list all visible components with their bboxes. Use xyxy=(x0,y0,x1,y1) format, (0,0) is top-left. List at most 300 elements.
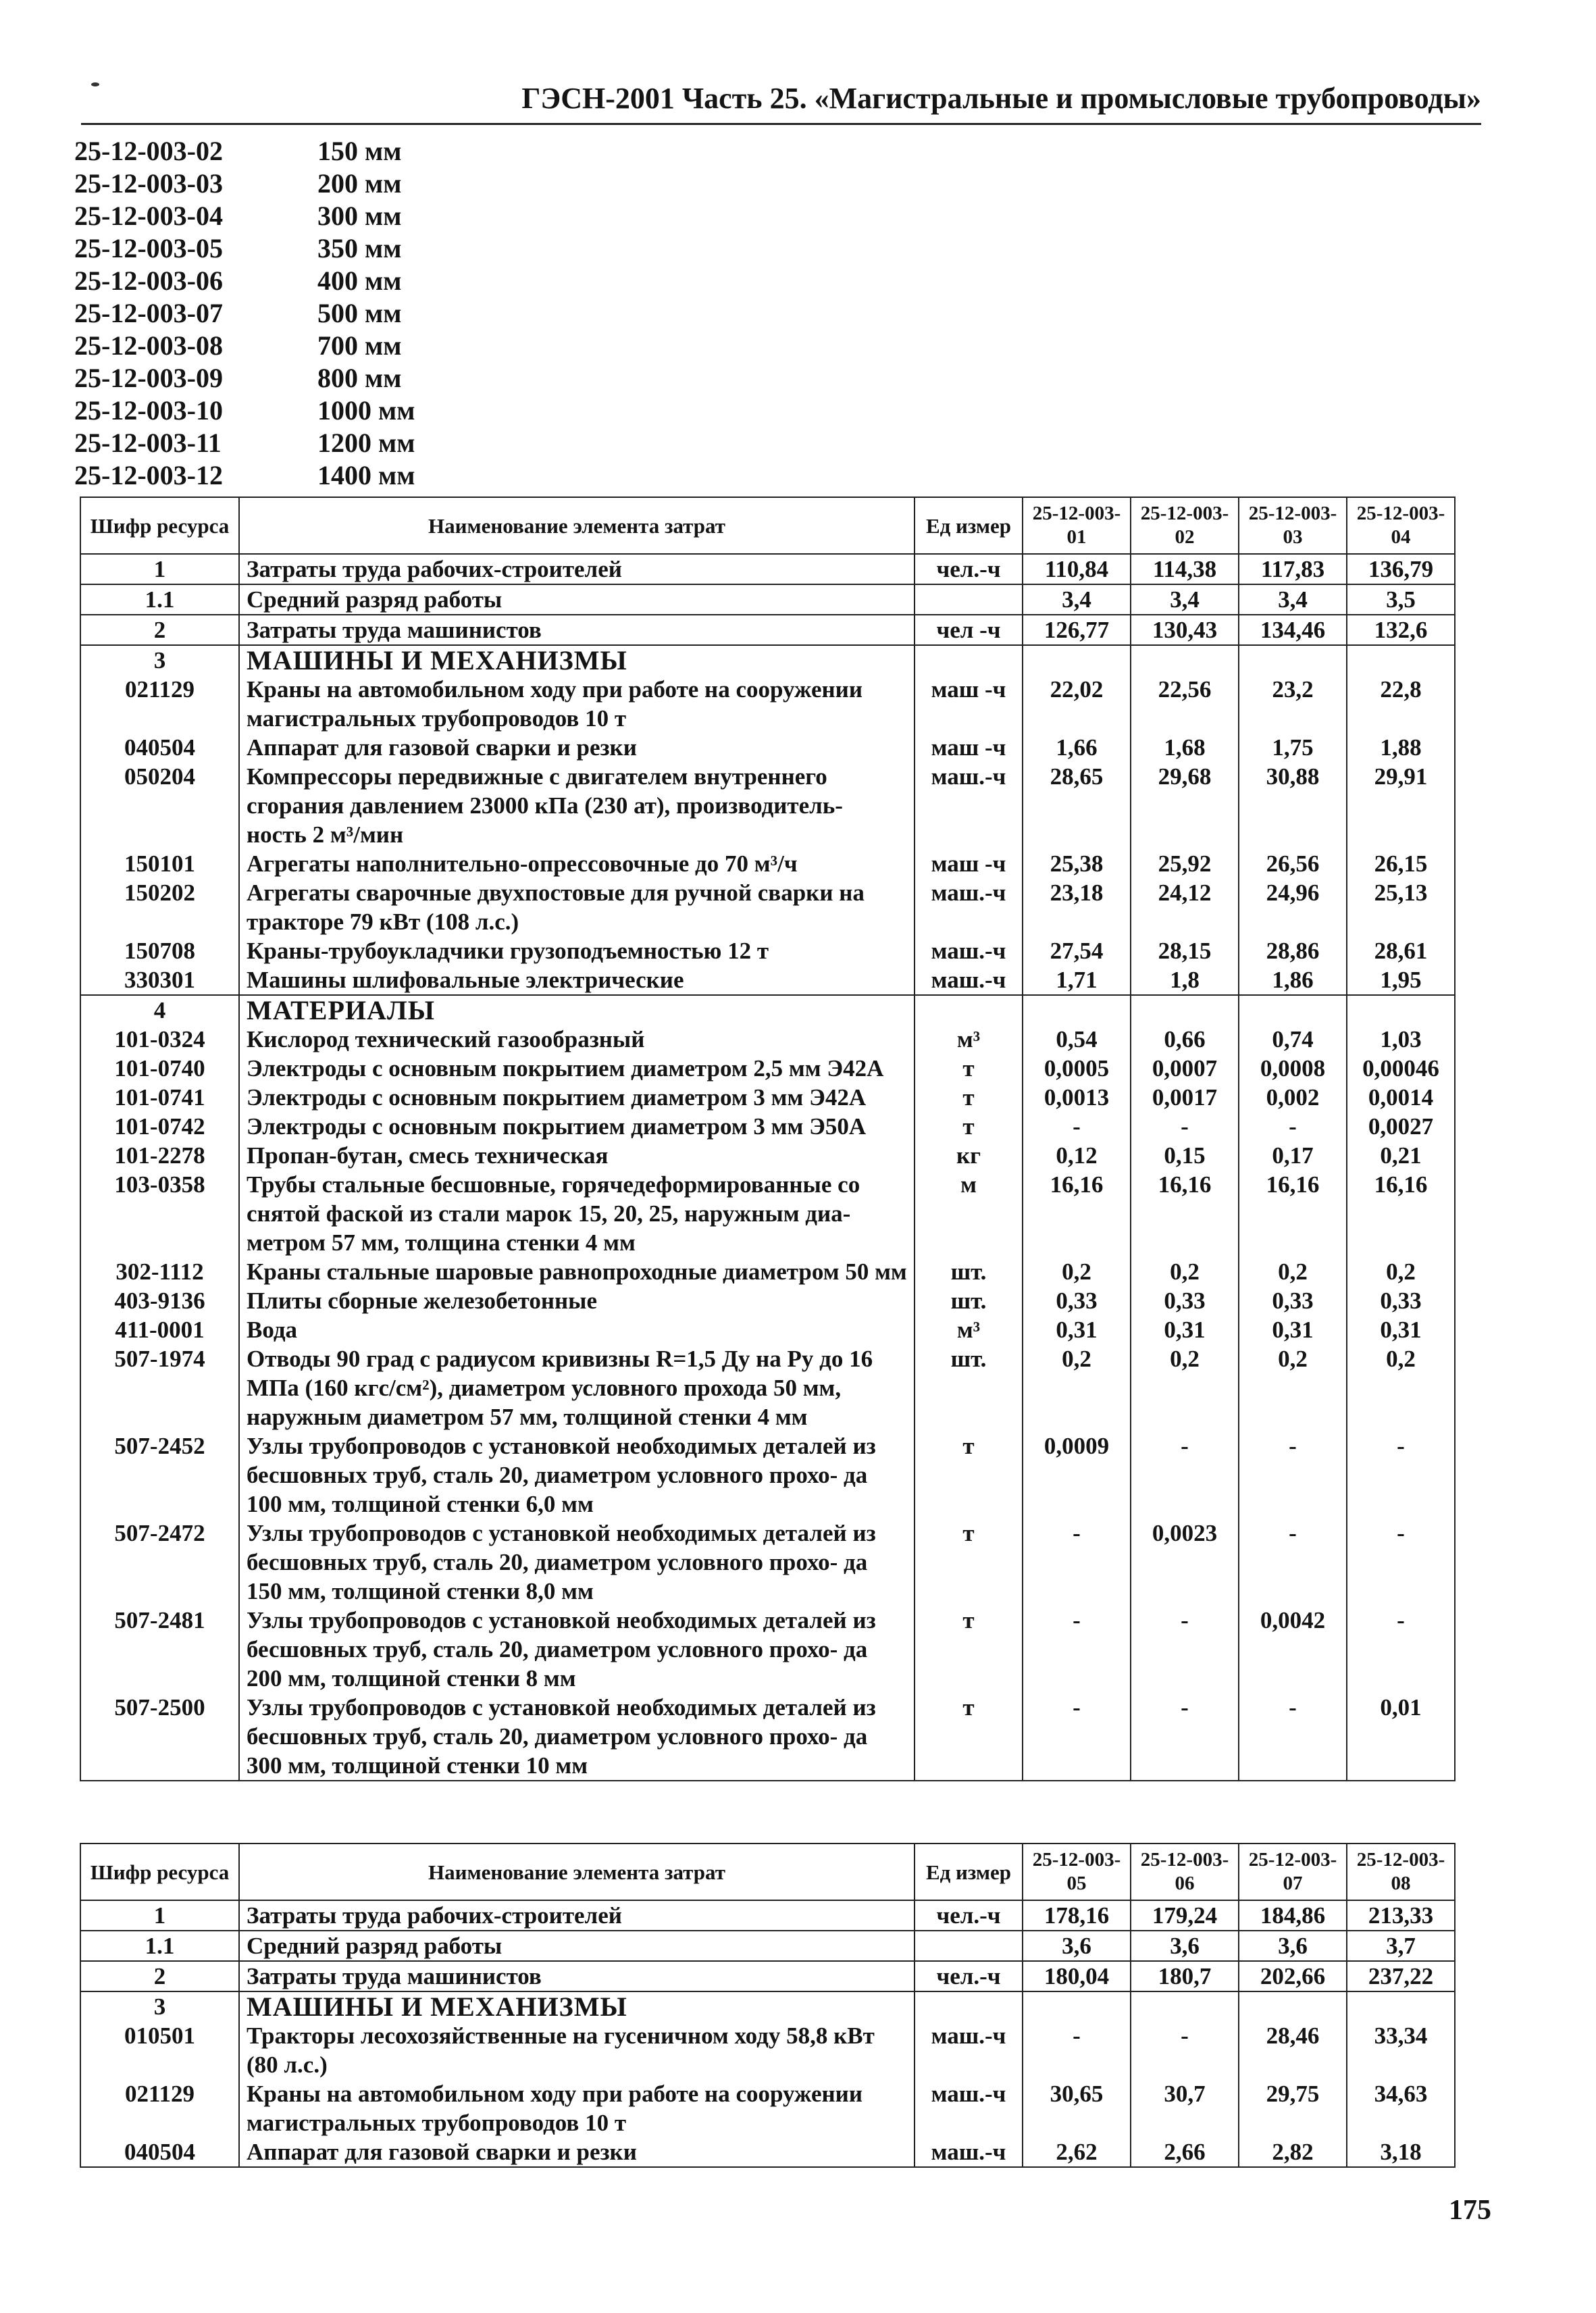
cell-value: 28,61 xyxy=(1347,936,1455,965)
cell-value: 134,46 xyxy=(1239,615,1347,645)
code-id: 25-12-003-12 xyxy=(74,460,223,490)
cell-value: 0,31 xyxy=(1131,1315,1239,1344)
cell-name: Плиты сборные железобетонные xyxy=(239,1286,915,1315)
cell-name: Трубы стальные бесшовные, горячедеформированные со снятой фаской из стали марок 15, 20, 25, наружным диа- метром 57 мм, толщина стенки 4 мм xyxy=(239,1170,915,1257)
cell-name: Вода xyxy=(239,1315,915,1344)
cell-name: Затраты труда рабочих-строителей xyxy=(239,554,915,584)
cell-value: 132,6 xyxy=(1347,615,1455,645)
cell-value: 23,18 xyxy=(1023,878,1131,936)
cell-value xyxy=(1023,995,1131,1025)
code-size: 200 мм xyxy=(317,168,402,199)
cell-value: 0,0008 xyxy=(1239,1054,1347,1083)
section-title: МАТЕРИАЛЫ xyxy=(239,995,915,1025)
cell-value: 22,02 xyxy=(1023,675,1131,733)
cell-value: 3,4 xyxy=(1239,584,1347,615)
col-header-unit: Ед измер xyxy=(915,497,1023,554)
cell-name: Агрегаты наполнительно-опрессовочные до 70 м³/ч xyxy=(239,849,915,878)
cell-value: 3,4 xyxy=(1023,584,1131,615)
cell-value: 0,21 xyxy=(1347,1141,1455,1170)
cell-value: - xyxy=(1023,1519,1131,1606)
code-list-item xyxy=(74,232,415,265)
cell-value: - xyxy=(1131,1431,1239,1519)
cell-value: 3,4 xyxy=(1131,584,1239,615)
cell-value: 30,65 xyxy=(1023,2079,1131,2137)
cell-name: Отводы 90 град с радиусом кривизны R=1,5 Ду на Ру до 16 МПа (160 кгс/см²), диаметром условного прохода 50 мм, наружным диаметром 57 мм, толщиной стенки 4 мм xyxy=(239,1344,915,1431)
cell-value: 28,86 xyxy=(1239,936,1347,965)
cell-name: Краны стальные шаровые равнопроходные диаметром 50 мм xyxy=(239,1257,915,1286)
cell-value: - xyxy=(1023,1112,1131,1141)
code-id: 25-12-003-10 xyxy=(74,395,223,426)
resource-table-1 xyxy=(80,497,1456,1781)
cell-name: Средний разряд работы xyxy=(239,1931,915,1961)
cell-value: 16,16 xyxy=(1023,1170,1131,1257)
cell-value: - xyxy=(1239,1112,1347,1141)
cell-value xyxy=(1131,645,1239,675)
cell-unit: чел.-ч xyxy=(915,554,1023,584)
cell-code: 3 xyxy=(80,1991,239,2021)
cell-value: 237,22 xyxy=(1347,1961,1455,1991)
cell-value xyxy=(1347,1991,1455,2021)
table-row xyxy=(80,762,1455,849)
cell-name: Затраты труда рабочих-строителей xyxy=(239,1900,915,1931)
code-id: 25-12-003-04 xyxy=(74,201,223,231)
cell-unit: чел.-ч xyxy=(915,1961,1023,1991)
cell-unit: м xyxy=(915,1170,1023,1257)
col-header-value: 25-12-003-01 xyxy=(1023,497,1131,554)
cell-unit: маш.-ч xyxy=(915,936,1023,965)
cell-value: 3,6 xyxy=(1131,1931,1239,1961)
cell-code: 050204 xyxy=(80,762,239,849)
cell-unit xyxy=(915,1931,1023,1961)
cell-code: 101-0324 xyxy=(80,1025,239,1054)
cell-code: 4 xyxy=(80,995,239,1025)
cell-value: - xyxy=(1239,1693,1347,1781)
table-row xyxy=(80,1112,1455,1141)
cell-code: 507-2452 xyxy=(80,1431,239,1519)
cell-code: 040504 xyxy=(80,2137,239,2167)
page-number: 175 xyxy=(1449,2195,1491,2226)
code-list-item xyxy=(74,427,415,459)
col-header-unit: Ед измер xyxy=(915,1844,1023,1900)
page-title: ГЭСН-2001 Часть 25. «Магистральные и промысловые трубопроводы» xyxy=(521,82,1481,115)
code-size: 150 мм xyxy=(317,136,402,166)
cell-name: Агрегаты сварочные двухпостовые для ручной сварки на тракторе 79 кВт (108 л.с.) xyxy=(239,878,915,936)
code-size: 500 мм xyxy=(317,298,402,328)
cell-name: Средний разряд работы xyxy=(239,584,915,615)
cell-name: Узлы трубопроводов с установкой необходимых деталей из бесшовных труб, сталь 20, диаметром условного прохо- да 150 мм, толщиной стенки 8,0 мм xyxy=(239,1519,915,1606)
table-row xyxy=(80,1961,1455,1991)
table-row xyxy=(80,1344,1455,1431)
section-row xyxy=(80,645,1455,675)
cell-name: Краны на автомобильном ходу при работе на сооружении магистральных трубопроводов 10 т xyxy=(239,675,915,733)
cell-value: 0,31 xyxy=(1347,1315,1455,1344)
cell-value: 0,0023 xyxy=(1131,1519,1239,1606)
cell-value: 1,68 xyxy=(1131,733,1239,762)
cell-code: 1.1 xyxy=(80,584,239,615)
code-id: 25-12-003-09 xyxy=(74,363,223,393)
cell-code: 010501 xyxy=(80,2021,239,2079)
cell-value: 0,33 xyxy=(1239,1286,1347,1315)
cell-code: 1 xyxy=(80,554,239,584)
col-header-value: 25-12-003-03 xyxy=(1239,497,1347,554)
table-row xyxy=(80,936,1455,965)
cell-value: 22,56 xyxy=(1131,675,1239,733)
cell-value: 0,33 xyxy=(1023,1286,1131,1315)
cell-unit: т xyxy=(915,1112,1023,1141)
cell-unit: чел.-ч xyxy=(915,1900,1023,1931)
table-row xyxy=(80,2079,1455,2137)
cell-value: 28,65 xyxy=(1023,762,1131,849)
code-list-item xyxy=(74,297,415,330)
code-list-item xyxy=(74,395,415,427)
code-size: 1000 мм xyxy=(317,395,415,426)
col-header-value: 25-12-003-06 xyxy=(1131,1844,1239,1900)
cell-value: - xyxy=(1131,1606,1239,1693)
cell-value: 117,83 xyxy=(1239,554,1347,584)
cell-unit: маш.-ч xyxy=(915,2079,1023,2137)
section-row xyxy=(80,1991,1455,2021)
table-row xyxy=(80,733,1455,762)
table-row xyxy=(80,965,1455,995)
table-row xyxy=(80,1286,1455,1315)
cell-unit: т xyxy=(915,1606,1023,1693)
code-id: 25-12-003-03 xyxy=(74,168,223,199)
code-id: 25-12-003-11 xyxy=(74,428,222,458)
cell-value: 16,16 xyxy=(1131,1170,1239,1257)
table-row xyxy=(80,1931,1455,1961)
cell-unit: маш.-ч xyxy=(915,2137,1023,2167)
cell-value: 0,01 xyxy=(1347,1693,1455,1781)
table-row xyxy=(80,1431,1455,1519)
cell-value: 0,31 xyxy=(1023,1315,1131,1344)
cell-value: 1,86 xyxy=(1239,965,1347,995)
page-header xyxy=(0,0,1596,135)
cell-code: 302-1112 xyxy=(80,1257,239,1286)
cell-name: Электроды с основным покрытием диаметром 2,5 мм Э42А xyxy=(239,1054,915,1083)
cell-value: 34,63 xyxy=(1347,2079,1455,2137)
cell-value: 0,0013 xyxy=(1023,1083,1131,1112)
cell-value: 0,2 xyxy=(1347,1344,1455,1431)
cell-value: 0,2 xyxy=(1023,1344,1131,1431)
col-header-value: 25-12-003-04 xyxy=(1347,497,1455,554)
code-id: 25-12-003-05 xyxy=(74,233,223,263)
cell-value: - xyxy=(1347,1431,1455,1519)
cell-value: 29,91 xyxy=(1347,762,1455,849)
cell-value: 3,7 xyxy=(1347,1931,1455,1961)
cell-unit: чел -ч xyxy=(915,615,1023,645)
cell-code: 021129 xyxy=(80,675,239,733)
code-list-item xyxy=(74,168,415,200)
cell-unit: т xyxy=(915,1693,1023,1781)
col-header-code: Шифр ресурса xyxy=(80,497,239,554)
cell-value: 1,03 xyxy=(1347,1025,1455,1054)
cell-value: 22,8 xyxy=(1347,675,1455,733)
cell-value xyxy=(1239,995,1347,1025)
cell-value: 0,15 xyxy=(1131,1141,1239,1170)
cell-value: 180,7 xyxy=(1131,1961,1239,1991)
cell-value: 0,74 xyxy=(1239,1025,1347,1054)
cell-unit: маш -ч xyxy=(915,675,1023,733)
cell-name: Электроды с основным покрытием диаметром 3 мм Э42А xyxy=(239,1083,915,1112)
table-row xyxy=(80,1083,1455,1112)
cell-name: Кислород технический газообразный xyxy=(239,1025,915,1054)
section-row xyxy=(80,995,1455,1025)
cell-unit: маш -ч xyxy=(915,849,1023,878)
cell-unit: маш.-ч xyxy=(915,878,1023,936)
table-row xyxy=(80,1170,1455,1257)
cell-value: 179,24 xyxy=(1131,1900,1239,1931)
cell-code: 403-9136 xyxy=(80,1286,239,1315)
code-size: 800 мм xyxy=(317,363,402,393)
cell-unit xyxy=(915,1991,1023,2021)
cell-name: Электроды с основным покрытием диаметром 3 мм Э50А xyxy=(239,1112,915,1141)
code-id: 25-12-003-06 xyxy=(74,265,223,296)
cell-name: Затраты труда машинистов xyxy=(239,1961,915,1991)
cell-value: 184,86 xyxy=(1239,1900,1347,1931)
cell-value: 0,002 xyxy=(1239,1083,1347,1112)
cell-value: 1,66 xyxy=(1023,733,1131,762)
cell-value: 0,0005 xyxy=(1023,1054,1131,1083)
cell-value: 0,33 xyxy=(1131,1286,1239,1315)
cell-value: 130,43 xyxy=(1131,615,1239,645)
cell-value: 0,2 xyxy=(1347,1257,1455,1286)
code-size: 400 мм xyxy=(317,265,402,296)
section-title: МАШИНЫ И МЕХАНИЗМЫ xyxy=(239,645,915,675)
table-row xyxy=(80,615,1455,645)
cell-value: 28,15 xyxy=(1131,936,1239,965)
cell-value: 0,2 xyxy=(1131,1344,1239,1431)
cell-code: 101-0740 xyxy=(80,1054,239,1083)
cell-value: 0,2 xyxy=(1131,1257,1239,1286)
table-row xyxy=(80,584,1455,615)
cell-code: 101-0741 xyxy=(80,1083,239,1112)
cell-value: 0,2 xyxy=(1023,1257,1131,1286)
cell-code: 411-0001 xyxy=(80,1315,239,1344)
code-list-item xyxy=(74,459,415,492)
cell-name: Компрессоры передвижные с двигателем внутреннего сгорания давлением 23000 кПа (230 ат), производитель- ность 2 м³/мин xyxy=(239,762,915,849)
cell-value: 33,34 xyxy=(1347,2021,1455,2079)
cell-value: 29,75 xyxy=(1239,2079,1347,2137)
cell-code: 040504 xyxy=(80,733,239,762)
cell-value: 2,66 xyxy=(1131,2137,1239,2167)
cell-value: - xyxy=(1023,1693,1131,1781)
cell-value: 1,71 xyxy=(1023,965,1131,995)
cell-value xyxy=(1131,995,1239,1025)
table-row xyxy=(80,1900,1455,1931)
table-row xyxy=(80,1025,1455,1054)
cell-name: Узлы трубопроводов с установкой необходимых деталей из бесшовных труб, сталь 20, диаметром условного прохо- да 100 мм, толщиной стенки 6,0 мм xyxy=(239,1431,915,1519)
cell-code: 150101 xyxy=(80,849,239,878)
cell-value: 3,6 xyxy=(1239,1931,1347,1961)
cell-value xyxy=(1347,645,1455,675)
cell-unit: маш.-ч xyxy=(915,762,1023,849)
table-header-row xyxy=(80,1844,1455,1900)
cell-value: 24,12 xyxy=(1131,878,1239,936)
cell-value: 16,16 xyxy=(1239,1170,1347,1257)
cell-name: Узлы трубопроводов с установкой необходимых деталей из бесшовных труб, сталь 20, диаметром условного прохо- да 200 мм, толщиной стенки 8 мм xyxy=(239,1606,915,1693)
cell-value: 1,75 xyxy=(1239,733,1347,762)
cell-value: 23,2 xyxy=(1239,675,1347,733)
cell-code: 103-0358 xyxy=(80,1170,239,1257)
cell-value: 27,54 xyxy=(1023,936,1131,965)
code-list-item xyxy=(74,135,415,168)
col-header-name: Наименование элемента затрат xyxy=(239,1844,915,1900)
table-row xyxy=(80,878,1455,936)
cell-value xyxy=(1131,1991,1239,2021)
table-row xyxy=(80,554,1455,584)
col-header-value: 25-12-003-02 xyxy=(1131,497,1239,554)
col-header-name: Наименование элемента затрат xyxy=(239,497,915,554)
cell-unit: т xyxy=(915,1054,1023,1083)
resource-table-2 xyxy=(80,1843,1456,2168)
cell-unit: м³ xyxy=(915,1025,1023,1054)
cell-unit xyxy=(915,995,1023,1025)
cell-unit: т xyxy=(915,1083,1023,1112)
cell-unit: м³ xyxy=(915,1315,1023,1344)
cell-unit: т xyxy=(915,1519,1023,1606)
table-row xyxy=(80,2137,1455,2167)
cell-value: 0,0009 xyxy=(1023,1431,1131,1519)
cell-unit xyxy=(915,584,1023,615)
cell-value: 0,12 xyxy=(1023,1141,1131,1170)
table-row xyxy=(80,1257,1455,1286)
col-header-code: Шифр ресурса xyxy=(80,1844,239,1900)
cell-value: - xyxy=(1347,1606,1455,1693)
cell-value: 0,2 xyxy=(1239,1344,1347,1431)
cell-value: 30,7 xyxy=(1131,2079,1239,2137)
cell-value: 2,62 xyxy=(1023,2137,1131,2167)
cell-unit xyxy=(915,645,1023,675)
cell-value: 3,18 xyxy=(1347,2137,1455,2167)
cell-code: 150708 xyxy=(80,936,239,965)
cell-value xyxy=(1023,1991,1131,2021)
cell-code: 330301 xyxy=(80,965,239,995)
cell-name: Краны-трубоукладчики грузоподъемностью 12 т xyxy=(239,936,915,965)
cell-unit: т xyxy=(915,1431,1023,1519)
cell-value xyxy=(1239,1991,1347,2021)
code-list-item xyxy=(74,200,415,232)
cell-value xyxy=(1239,645,1347,675)
cell-unit: кг xyxy=(915,1141,1023,1170)
cell-unit: маш.-ч xyxy=(915,965,1023,995)
cell-value: - xyxy=(1239,1431,1347,1519)
cell-value: - xyxy=(1131,1693,1239,1781)
cell-unit: шт. xyxy=(915,1257,1023,1286)
col-header-value: 25-12-003-08 xyxy=(1347,1844,1455,1900)
cell-value: 0,54 xyxy=(1023,1025,1131,1054)
cell-value: 16,16 xyxy=(1347,1170,1455,1257)
code-list-item xyxy=(74,362,415,395)
cell-value: 0,31 xyxy=(1239,1315,1347,1344)
cell-value: 0,0014 xyxy=(1347,1083,1455,1112)
cell-code: 021129 xyxy=(80,2079,239,2137)
cell-value xyxy=(1347,995,1455,1025)
table-row xyxy=(80,1693,1455,1781)
cell-value: 1,88 xyxy=(1347,733,1455,762)
cell-value: 0,2 xyxy=(1239,1257,1347,1286)
cell-code: 507-2500 xyxy=(80,1693,239,1781)
cell-value: - xyxy=(1239,1519,1347,1606)
cell-code: 3 xyxy=(80,645,239,675)
cell-name: Узлы трубопроводов с установкой необходимых деталей из бесшовных труб, сталь 20, диаметром условного прохо- да 300 мм, толщиной стенки 10 мм xyxy=(239,1693,915,1781)
cell-value: 0,00046 xyxy=(1347,1054,1455,1083)
cell-value: 24,96 xyxy=(1239,878,1347,936)
table-row xyxy=(80,1519,1455,1606)
table-row xyxy=(80,2021,1455,2079)
cell-value: - xyxy=(1131,1112,1239,1141)
cell-value: 0,33 xyxy=(1347,1286,1455,1315)
cell-name: Пропан-бутан, смесь техническая xyxy=(239,1141,915,1170)
cell-value: 25,13 xyxy=(1347,878,1455,936)
cell-value: 0,0042 xyxy=(1239,1606,1347,1693)
cell-value: 1,8 xyxy=(1131,965,1239,995)
cell-code: 101-0742 xyxy=(80,1112,239,1141)
cell-code: 2 xyxy=(80,1961,239,1991)
cell-name: Аппарат для газовой сварки и резки xyxy=(239,2137,915,2167)
cell-code: 1 xyxy=(80,1900,239,1931)
cell-value: 0,66 xyxy=(1131,1025,1239,1054)
cell-value: 202,66 xyxy=(1239,1961,1347,1991)
col-header-value: 25-12-003-07 xyxy=(1239,1844,1347,1900)
cell-value: 0,0007 xyxy=(1131,1054,1239,1083)
code-size: 700 мм xyxy=(317,330,402,361)
code-list xyxy=(74,135,415,492)
code-id: 25-12-003-02 xyxy=(74,136,223,166)
code-size: 1200 мм xyxy=(317,428,415,458)
cell-name: Затраты труда машинистов xyxy=(239,615,915,645)
cell-value: 178,16 xyxy=(1023,1900,1131,1931)
cell-value: 180,04 xyxy=(1023,1961,1131,1991)
cell-value: 29,68 xyxy=(1131,762,1239,849)
table-row xyxy=(80,849,1455,878)
code-size: 300 мм xyxy=(317,201,402,231)
cell-value: - xyxy=(1023,2021,1131,2079)
cell-value: 26,15 xyxy=(1347,849,1455,878)
cell-value: 2,82 xyxy=(1239,2137,1347,2167)
table-header-row xyxy=(80,497,1455,554)
cell-code: 101-2278 xyxy=(80,1141,239,1170)
cell-value: 1,95 xyxy=(1347,965,1455,995)
header-rule xyxy=(81,123,1481,125)
code-size: 350 мм xyxy=(317,233,402,263)
cell-value: 25,38 xyxy=(1023,849,1131,878)
cell-code: 2 xyxy=(80,615,239,645)
cell-value: 25,92 xyxy=(1131,849,1239,878)
scan-speck xyxy=(91,82,99,86)
table-row xyxy=(80,1606,1455,1693)
cell-unit: шт. xyxy=(915,1344,1023,1431)
cell-value: 114,38 xyxy=(1131,554,1239,584)
cell-value: 26,56 xyxy=(1239,849,1347,878)
cell-code: 507-2481 xyxy=(80,1606,239,1693)
table-row xyxy=(80,1315,1455,1344)
col-header-value: 25-12-003-05 xyxy=(1023,1844,1131,1900)
code-id: 25-12-003-07 xyxy=(74,298,223,328)
cell-name: Аппарат для газовой сварки и резки xyxy=(239,733,915,762)
cell-name: Машины шлифовальные электрические xyxy=(239,965,915,995)
cell-value: - xyxy=(1023,1606,1131,1693)
cell-value: 28,46 xyxy=(1239,2021,1347,2079)
cell-value: 0,0027 xyxy=(1347,1112,1455,1141)
table-row xyxy=(80,675,1455,733)
cell-value: 110,84 xyxy=(1023,554,1131,584)
cell-unit: шт. xyxy=(915,1286,1023,1315)
table-row xyxy=(80,1054,1455,1083)
code-size: 1400 мм xyxy=(317,460,415,490)
cell-value: 3,6 xyxy=(1023,1931,1131,1961)
cell-value: 0,17 xyxy=(1239,1141,1347,1170)
cell-value: 213,33 xyxy=(1347,1900,1455,1931)
